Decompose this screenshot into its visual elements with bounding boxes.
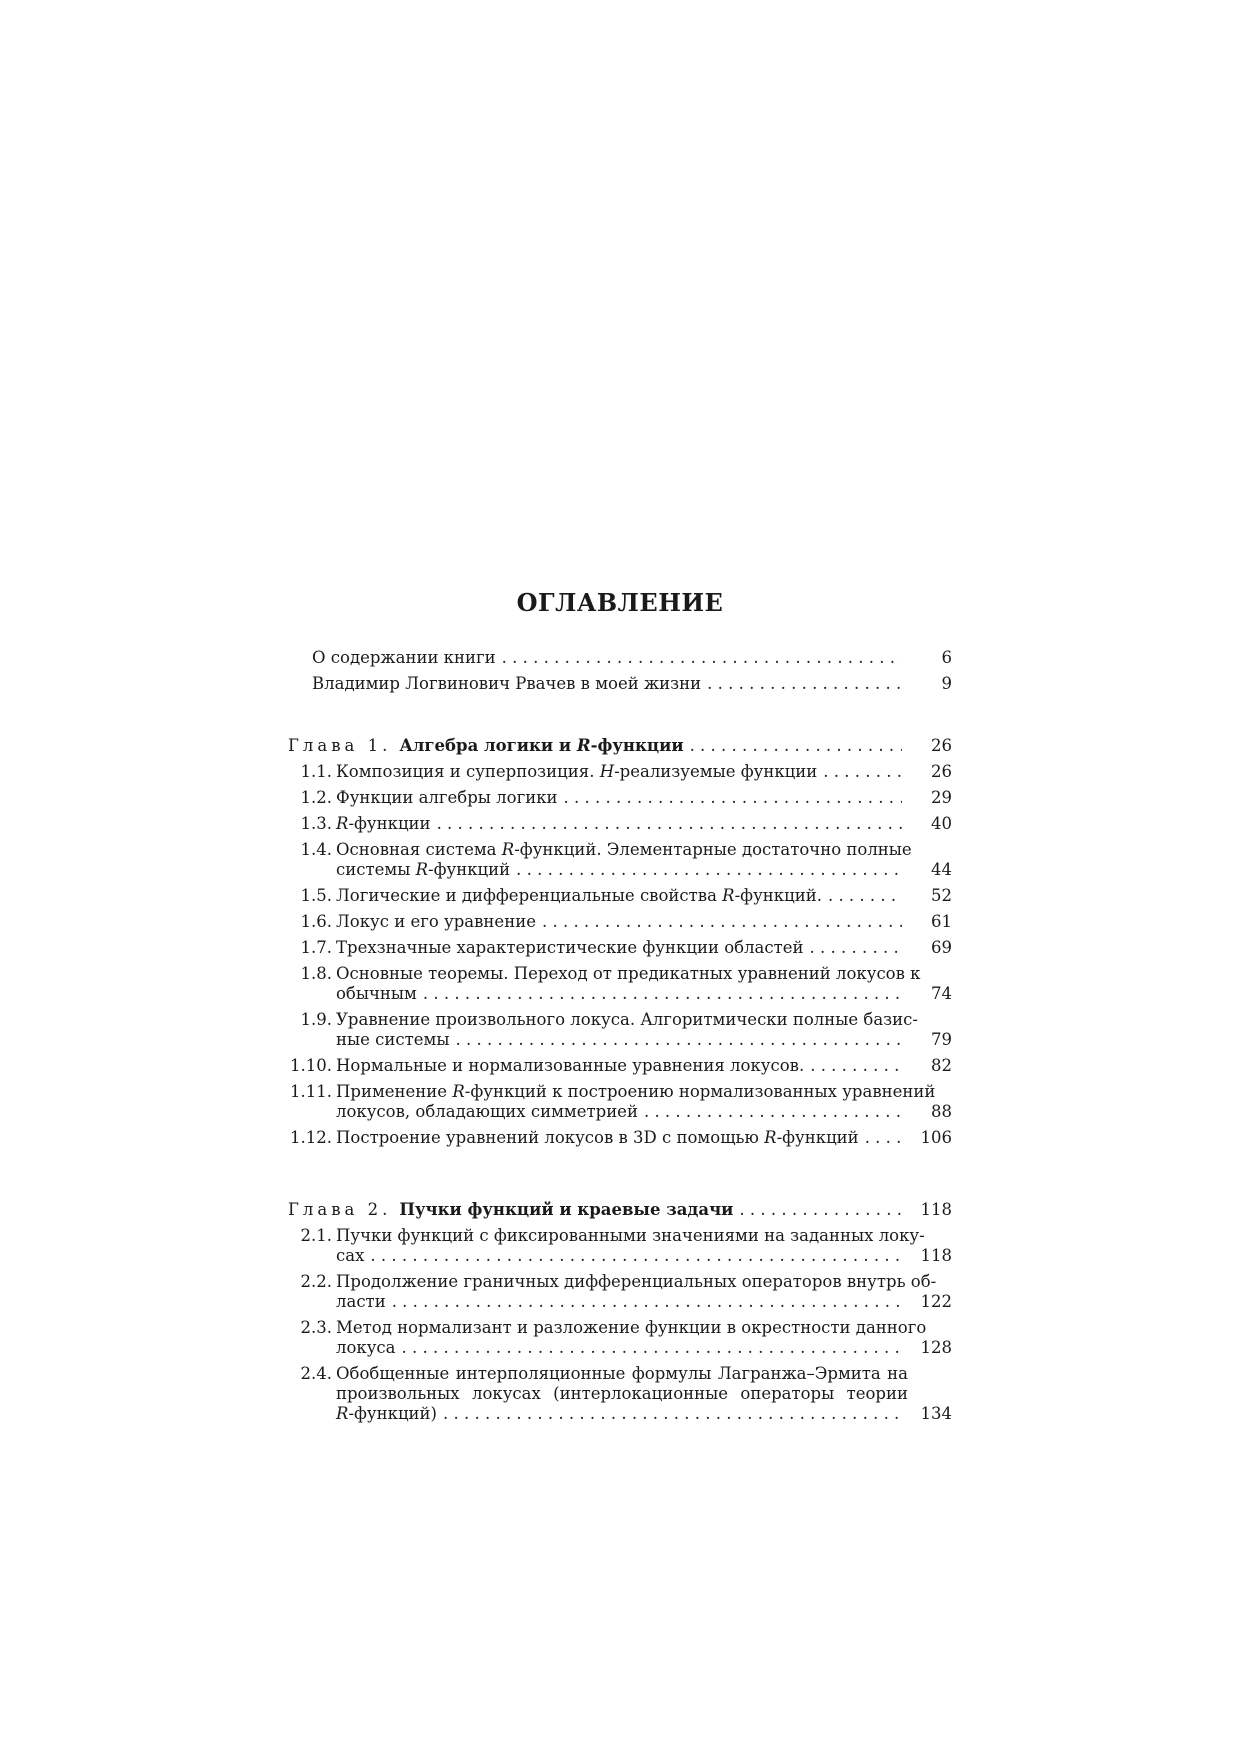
section-entry[interactable] — [288, 762, 952, 782]
section-title-line: Пучки функций с фиксированными значениями на заданных локу- — [336, 1226, 925, 1245]
section-entry[interactable] — [288, 1128, 952, 1148]
page-number: 74 — [931, 984, 952, 1003]
section-title-line: ласти — [336, 1292, 386, 1311]
section-title-line: Построение уравнений локусов в 3D с помощью R-функций — [336, 1128, 859, 1147]
chapter-title: Алгебра логики и R-функции — [399, 736, 684, 755]
dot-leader — [739, 1200, 902, 1220]
dot-leader — [690, 736, 902, 756]
section-number: 1.3. — [300, 814, 332, 833]
section-entry[interactable] — [288, 912, 952, 932]
entry-title: О содержании книги — [312, 648, 496, 667]
section-number: 2.3. — [300, 1318, 332, 1337]
section-title-line: Обобщенные интерполяционные формулы Лагранжа–Эрмита на — [336, 1364, 908, 1383]
section-number: 2.1. — [300, 1226, 332, 1245]
section-title-line: произвольных локусах (интерлокационные операторы теории — [336, 1384, 908, 1403]
section-title-line: Трехзначные характеристические функции областей — [336, 938, 804, 957]
section-entry[interactable] — [288, 1226, 952, 1266]
section-title-line: сах — [336, 1246, 365, 1265]
section-number: 1.8. — [300, 964, 332, 983]
section-title-line: Композиция и суперпозиция. H-реализуемые функции — [336, 762, 818, 781]
section-entry[interactable] — [288, 1010, 952, 1050]
page-number: 26 — [931, 736, 952, 755]
section-entry[interactable] — [288, 964, 952, 1004]
section-number: 1.5. — [300, 886, 332, 905]
page-number: 9 — [941, 674, 952, 693]
section-title-line: Локус и его уравнение — [336, 912, 536, 931]
section-title-line: Продолжение граничных дифференциальных операторов внутрь об- — [336, 1272, 937, 1291]
dot-leader — [828, 886, 902, 906]
chapter-title: Пучки функций и краевые задачи — [399, 1200, 734, 1219]
section-title-line: Применение R-функций к построению нормализованных уравнений — [336, 1082, 936, 1101]
section-number: 1.4. — [300, 840, 332, 859]
section-number: 1.10. — [290, 1056, 332, 1075]
section-title-line: Основная система R-функций. Элементарные достаточно полные — [336, 840, 912, 859]
section-list — [288, 1226, 952, 1424]
page-number: 82 — [931, 1056, 952, 1075]
chapter-label: Глава 1. — [288, 736, 392, 755]
section-entry[interactable] — [288, 840, 952, 880]
toc-front-matter — [288, 648, 952, 694]
page-number: 6 — [941, 648, 952, 667]
section-number: 1.2. — [300, 788, 332, 807]
page-number: 128 — [920, 1338, 952, 1357]
section-number: 1.7. — [300, 938, 332, 957]
section-number: 2.2. — [300, 1272, 332, 1291]
section-entry[interactable] — [288, 814, 952, 834]
chapter-heading[interactable] — [288, 736, 952, 756]
section-entry[interactable] — [288, 788, 952, 808]
page-number: 122 — [920, 1292, 952, 1311]
page-number: 88 — [931, 1102, 952, 1121]
page-number: 134 — [920, 1404, 952, 1423]
dot-leader — [443, 1404, 902, 1424]
toc-chapter-2 — [288, 1200, 952, 1424]
section-entry[interactable] — [288, 938, 952, 958]
section-title-line: Нормальные и нормализованные уравнения локусов. — [336, 1056, 805, 1075]
dot-leader — [564, 788, 902, 808]
dot-leader — [402, 1338, 902, 1358]
chapter-heading[interactable] — [288, 1200, 952, 1220]
section-title-line: обычным — [336, 984, 417, 1003]
section-title-line: Логические и дифференциальные свойства R-функций. — [336, 886, 822, 905]
section-title-line: ные системы — [336, 1030, 450, 1049]
dot-leader — [423, 984, 902, 1004]
section-title-line: Основные теоремы. Переход от предикатных уравнений локусов к — [336, 964, 921, 983]
dot-leader — [865, 1128, 902, 1148]
dot-leader — [437, 814, 902, 834]
page-number: 69 — [931, 938, 952, 957]
toc-entry[interactable] — [312, 674, 952, 694]
dot-leader — [370, 1246, 902, 1266]
page-number: 40 — [931, 814, 952, 833]
page-number: 106 — [920, 1128, 952, 1147]
dot-leader — [707, 674, 902, 694]
section-list — [288, 762, 952, 1148]
section-title-line: системы R-функций — [336, 860, 511, 879]
section-title-line: локусов, обладающих симметрией — [336, 1102, 638, 1121]
dot-leader — [542, 912, 902, 932]
page-number: 118 — [920, 1200, 952, 1219]
page-title: ОГЛАВЛЕНИЕ — [516, 588, 724, 617]
section-entry[interactable] — [288, 1318, 952, 1358]
section-title-line: Метод нормализант и разложение функции в окрестности данного — [336, 1318, 927, 1337]
section-number: 2.4. — [300, 1364, 332, 1383]
dot-leader — [455, 1030, 902, 1050]
section-title-line: Функции алгебры логики — [336, 788, 558, 807]
dot-leader — [392, 1292, 902, 1312]
dot-leader — [644, 1102, 902, 1122]
section-entry[interactable] — [288, 886, 952, 906]
page-number: 118 — [920, 1246, 952, 1265]
page-number: 29 — [931, 788, 952, 807]
section-title-line: Уравнение произвольного локуса. Алгоритмически полные базис- — [336, 1010, 918, 1029]
section-number: 1.9. — [300, 1010, 332, 1029]
chapter-label: Глава 2. — [288, 1200, 392, 1219]
dot-leader — [823, 762, 902, 782]
page-number: 52 — [931, 886, 952, 905]
dot-leader — [810, 1056, 902, 1076]
dot-leader — [516, 860, 902, 880]
section-number: 1.11. — [290, 1082, 332, 1101]
page-number: 79 — [931, 1030, 952, 1049]
entry-title: Владимир Логвинович Рвачев в моей жизни — [312, 674, 702, 693]
section-entry[interactable] — [288, 1364, 952, 1424]
page-number: 61 — [931, 912, 952, 931]
toc-chapter-1 — [288, 736, 952, 1148]
page-number: 26 — [931, 762, 952, 781]
section-number: 1.12. — [290, 1128, 332, 1147]
section-number: 1.6. — [300, 912, 332, 931]
section-number: 1.1. — [300, 762, 332, 781]
toc-entry[interactable] — [312, 648, 952, 668]
section-title-line: локуса — [336, 1338, 396, 1357]
dot-leader — [502, 648, 902, 668]
section-entry[interactable] — [288, 1082, 952, 1122]
section-entry[interactable] — [288, 1056, 952, 1076]
page-number: 44 — [931, 860, 952, 879]
section-entry[interactable] — [288, 1272, 952, 1312]
dot-leader — [810, 938, 902, 958]
section-title-line: R-функции — [336, 814, 431, 833]
section-title-line: R-функций) — [336, 1404, 437, 1423]
